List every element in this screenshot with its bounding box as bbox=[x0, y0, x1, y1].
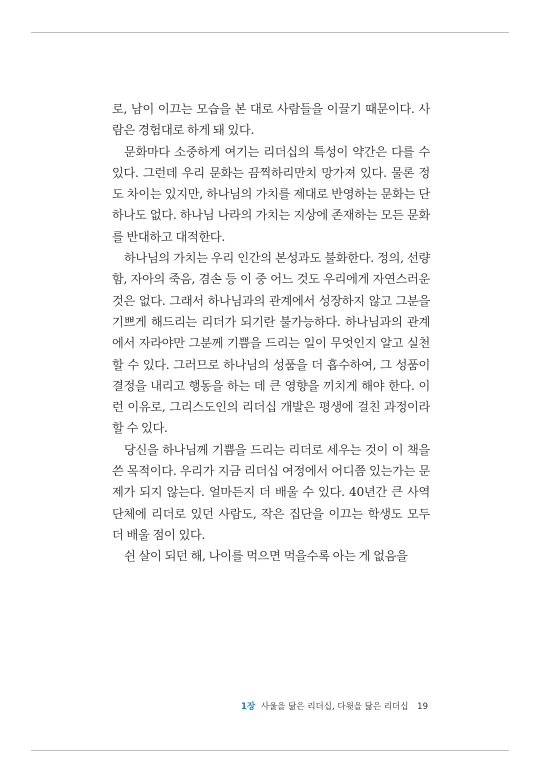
running-footer bbox=[241, 700, 428, 712]
page-number: 19 bbox=[417, 702, 428, 712]
bottom-divider bbox=[31, 750, 509, 751]
paragraph: 하나님의 가치는 우리 인간의 본성과도 불화한다. 정의, 선량함, 자아의 죽음, 겸손 등 이 중 어느 것도 우리에게 자연스러운 것은 없다. 그래서 하나님과의 관계에서 성장하지 않고 그분을 기쁘게 해드리는 리더가 되기란 불가능하다. 하나님과의 관계에서 자라야만 그분께 기쁨을 드리는 일이 무엇인지 알고 실천할 수 있다. 그러므로 하나님의 성품을 더 흡수하여, 그 성품이 결정을 내리고 행동을 하는 데 큰 영향을 끼치게 해야 한다. 이런 이유로, 그리스도인의 리더십 개발은 평생에 걸친 과정이라 할 수 있다. bbox=[112, 251, 430, 436]
running-title: 사울을 닮은 리더십, 다윗을 닮은 리더십 bbox=[260, 702, 409, 712]
chapter-label: 1장 bbox=[241, 702, 256, 712]
paragraph: 문화마다 소중하게 여기는 리더십의 특성이 약간은 다를 수 있다. 그런데 우리 문화는 끔찍하리만치 망가져 있다. 물론 정도 차이는 있지만, 하나님의 가치를 제대로 반영하는 문화는 단 하나도 없다. 하나님 나라의 가치는 지상에 존재하는 모든 문화를 반대하고 대적한다. bbox=[112, 144, 430, 244]
paragraph: 당신을 하나님께 기쁨을 드리는 리더로 세우는 것이 이 책을 쓴 목적이다. 우리가 지금 리더십 여정에서 어디쯤 있는가는 문제가 되지 않는다. 얼마든지 더 배울 수 있다. 40년간 큰 사역 단체에 리더로 있던 사람도, 작은 집단을 이끄는 학생도 모두 더 배울 점이 있다. bbox=[112, 442, 430, 542]
top-divider bbox=[31, 32, 509, 33]
body-text bbox=[112, 99, 430, 568]
paragraph: 로, 남이 이끄는 모습을 본 대로 사람들을 이끌기 때문이다. 사람은 경험대로 하게 돼 있다. bbox=[112, 102, 430, 138]
paragraph: 쉰 살이 되던 해, 나이를 먹으면 먹을수록 아는 게 없음을 bbox=[124, 549, 408, 564]
